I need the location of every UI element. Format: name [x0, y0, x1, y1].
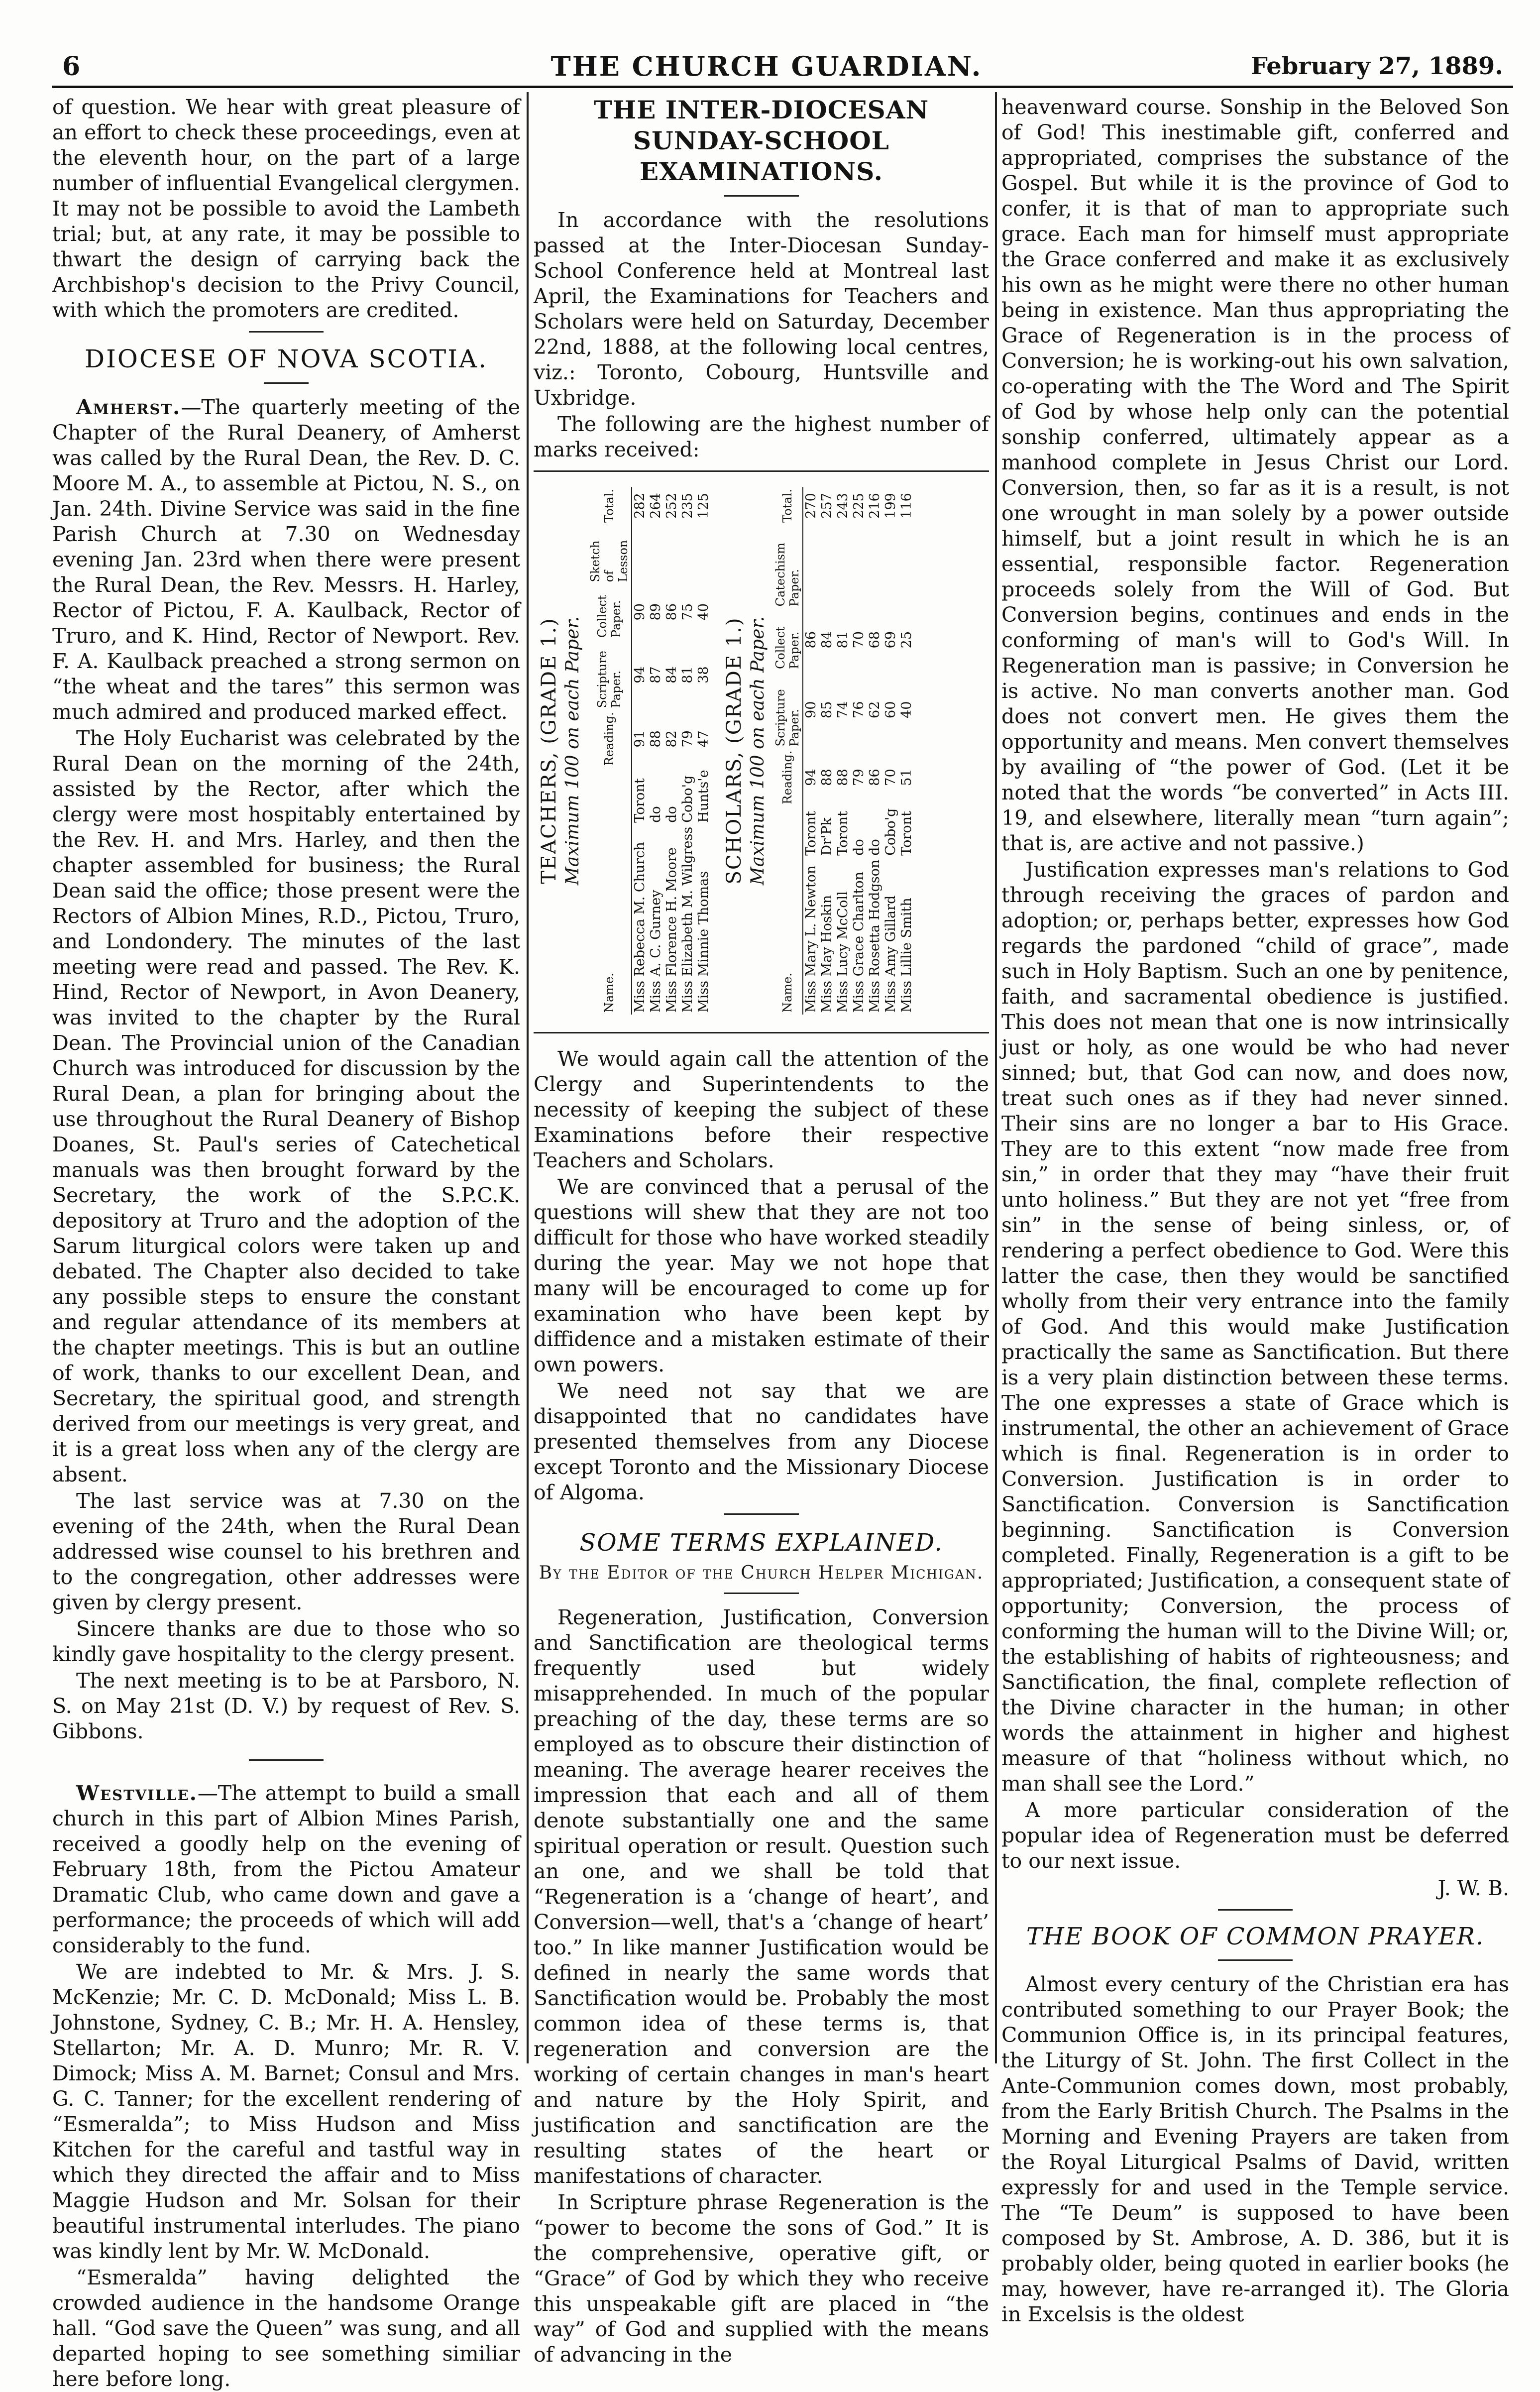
marks-row [883, 487, 899, 1015]
marks-cell-name: Miss Lillie Smith [899, 898, 914, 1013]
column-3 [1001, 95, 1509, 2326]
marks-row [680, 487, 696, 1015]
marks-cell-name: Miss Rebecca M. Church [632, 842, 648, 1013]
marks-cell-r: 88 [819, 769, 835, 786]
marks-cell-c: 40 [696, 603, 711, 621]
marks-row [819, 487, 835, 1015]
marks-cell-r: 91 [632, 730, 648, 748]
marks-cell-c: 70 [851, 631, 867, 649]
marks-cell-k [680, 525, 696, 584]
signature-initials: J. W. B. [1437, 1876, 1509, 1900]
marks-cell-r: 94 [803, 769, 819, 786]
marks-cell-c: 86 [664, 603, 679, 621]
section-rule [1218, 1909, 1293, 1911]
marks-cell-r: 86 [867, 769, 882, 786]
marks-cell-t: 270 [803, 493, 819, 519]
section-rule [724, 1513, 799, 1515]
place-lead: Westville. [76, 1781, 198, 1805]
marks-row [632, 487, 648, 1015]
marks-cell-s: 62 [867, 701, 882, 718]
marks-cell-t: 252 [664, 493, 679, 519]
marks-cell-t: 243 [835, 493, 851, 519]
paragraph: Westville.—The attempt to build a small church in this part of Albion Mines Parish, received a goodly help on the evening of February 18th, from the Pictou Amateur Dramatic Club, who came down and gave a performance; the proceeds of which will add considerably to the fund. [52, 1781, 520, 1957]
page-number: 6 [62, 51, 81, 82]
section-heading-prayer-book: THE BOOK OF COMMON PRAYER. [1026, 1923, 1485, 1950]
marks-cell-s: 87 [648, 666, 663, 683]
marks-cell-t: 125 [696, 493, 711, 519]
paragraph: Almost every century of the Christian era has contributed something to our Prayer Book; the Communion Office is, in its principal features, the Liturgy of St. John. The first Collect in the Ante-Communion comes down, most probably, from the Early British Church. The Psalms in the Morning and Evening Prayers are taken from the Royal Liturgical Psalms of David, written expressly for and used in the Temple service. The “Te Deum” is supposed to have been composed by St. Ambrose, A. D. 386, but it is probably older, being quoted in earlier books (he may, however, have re-arranged it). The Gloria in Excelsis is the oldest [1001, 1972, 1509, 2326]
marks-cell-c: 81 [835, 631, 851, 649]
teachers-subtitle: Maximum 100 on each Paper. [562, 616, 583, 886]
marks-cell-s: 60 [883, 701, 898, 718]
marks-cell-t: 264 [648, 493, 663, 519]
paragraph: Justification expresses man's relations to God through receiving the graces of pardon and adoption; or, perhaps better, expresses how God regards the pardoned “child of grace”, made such in Holy Baptism. Such an one by penitence, faith, and sacramental obedience is justified. This does not mean that one is now intrinsically just or holy, as one would be who had never sinned; but, that God can now, and does now, treat such ones as if they had never sinned. Their sins are no longer a bar to His Grace. They are to this extent “now made free from sin,” in order that they may “have their fruit unto holiness.” But they are not yet “free from sin” in the sense of being sinless, or, of rendering a perfect obedience to God. Were this latter the case, then they would be sanctified wholly from their very entrance into the family of God. And this would make Justification practically the same as Sanctification. But there is a very plain distinction between these terms. The one expresses a state of Grace which is instrumental, the other an achievement of Grace which is final. Regeneration is in order to Conversion. Justification is in order to Sanctification. Conversion is Sanctification beginning. Sanctification is Conversion completed. Finally, Regeneration is a gift to be appropriated; Justification, a consequent state of opportunity; Conversion, the process of conforming the human will to the Divine Will; or, the establishing of habits of righteousness; and Sanctification, the final, complete reflection of the Divine character in the human; in other words the attainment in higher and highest measure of that “holiness without which, no man shall see the Lord.” [1001, 858, 1509, 1796]
paragraph: The following are the highest number of marks received: [534, 412, 989, 461]
marks-cell-t: 257 [819, 493, 835, 519]
marks-cell-place: Cobo'g [680, 775, 695, 823]
byline: By the Editor of the Church Helper Michigan. [539, 1563, 984, 1583]
marks-cell-k [835, 525, 851, 608]
marks-cell-place: Hunts'e [696, 770, 711, 823]
paragraph: The last service was at 7.30 on the evening of the 24th, when the Rural Dean addressed wise counsel to his brethren and to the congregation, other addresses were given by clergy present. [52, 1489, 520, 1614]
marks-cell-place: do [851, 839, 867, 856]
marks-cell-r: 70 [883, 769, 898, 786]
marks-cell-place: do [867, 839, 882, 856]
marks-cell-t: 216 [867, 493, 882, 519]
marks-cell-s: 81 [680, 666, 695, 683]
marks-cell-c: 84 [819, 631, 835, 649]
paragraph: Regeneration, Justification, Conversion and Sanctification are theological terms frequently used but widely misapprehended. In much of the popular preaching of the day, these terms are so employed as to obscure their distinction of meaning. The average hearer receives the impression that each and all of them denote substantially one and the same spiritual operation or result. Question such an one, and we shall be told that “Regeneration is a ‘change of heart’, and Conversion—well, that's a ‘change of heart’ too.” In like manner Justification would be defined in nearly the same words that Sanctification would be. Probably the most common idea of these terms is, that regeneration and conversion are the working of certain changes in man's heart and nature by the Holy Spirit, and justification and sanctification are the resulting states of the heart or manifestations of character. [534, 1605, 989, 2188]
marks-cell-c: 90 [632, 603, 648, 621]
paragraph: A more particular consideration of the popular idea of Regeneration must be deferred to our next issue. [1001, 1798, 1509, 1873]
marks-cell-k [648, 525, 664, 584]
marks-cell-k [851, 525, 867, 608]
marks-cell-k [632, 525, 648, 584]
marks-cell-place: Toront [899, 811, 914, 856]
marks-cell-place: do [664, 806, 679, 823]
marks-cell-t: 225 [851, 493, 867, 519]
marks-cell-r: 47 [696, 730, 711, 748]
marks-row [803, 487, 819, 1015]
marks-cell-s: 90 [803, 701, 819, 718]
teachers-table: Name. Reading. Scripture Paper. Collect Paper. Sketch of Lesson Total. Miss Rebecca M. Church Toront 91 94 90 282 Miss A. C. Gurney do 88 87 89 264 Miss Florence H. Moore do 82 84 86 252 Miss Elizabeth M. Wilgress Cobo'g 79 81 75 235 Miss Minnie Thomas Hunts'e 47 38 40 125 [587, 487, 712, 1015]
marks-cell-s: 84 [664, 666, 679, 683]
column-rule-2 [995, 92, 997, 2063]
marks-cell-name: Miss May Hoskin [819, 895, 835, 1013]
marks-cell-k [899, 525, 915, 608]
paragraph: We need not say that we are disappointed that no candidates have presented themselves from any Diocese except Toronto and the Missionary Diocese of Algoma. [534, 1379, 989, 1504]
marks-cell-place: Toront [632, 778, 648, 823]
marks-cell-k [803, 525, 819, 608]
section-rule [249, 1759, 324, 1761]
marks-cell-name: Miss Mary L. Newton [803, 865, 819, 1013]
marks-cell-place: Dr'Pk [819, 817, 835, 856]
marks-cell-c: 25 [899, 631, 914, 649]
paragraph: Sincere thanks are due to those who so kindly gave hospitality to the clergy present. [52, 1617, 520, 1666]
header-rule [52, 86, 1513, 88]
marks-cell-c: 75 [680, 603, 695, 621]
marks-cell-r: 82 [664, 730, 679, 748]
marks-cell-s: 76 [851, 701, 867, 718]
marks-cell-k [664, 525, 680, 584]
teachers-title: TEACHERS, (GRADE 1.) [538, 617, 560, 884]
marks-cell-s: 94 [632, 666, 648, 683]
marks-row [648, 487, 664, 1015]
marks-cell-c: 89 [648, 603, 663, 621]
marks-cell-name: Miss A. C. Gurney [648, 890, 663, 1013]
paragraph: Amherst.—The quarterly meeting of the Chapter of the Rural Deanery, of Amherst was called by the Rural Dean, the Rev. D. C. Moore M. A., to assemble at Pictou, N. S., on Jan. 24th. Divine Service was said in the fine Parish Church at 7.30 on Wednesday evening Jan. 23rd when there were present the Rural Dean, the Rev. Messrs. H. Harley, Rector of Pictou, F. A. Kaulback, Rector of Truro, and K. Hind, Rector of Newport. Rev. F. A. Kaulback preached a strong sermon on “the wheat and the tares” this sermon was much admired and produced marked effect. [52, 395, 520, 724]
section-heading-sunday-school: THE INTER-DIOCESAN SUNDAY-SCHOOL EXAMINATIONS. [593, 95, 929, 186]
marks-row [696, 487, 712, 1015]
marks-cell-k [867, 525, 883, 608]
marks-cell-place: do [648, 806, 663, 823]
section-rule [724, 1593, 799, 1594]
section-rule [264, 382, 309, 384]
paragraph: In accordance with the resolutions passed at the Inter-Diocesan Sunday-School Conference held at Montreal last April, the Examinations for Teachers and Scholars were held on Saturday, December 22nd, 1888, at the following local centres, viz.: Toronto, Cobourg, Huntsville and Uxbridge. [534, 208, 989, 410]
section-rule [249, 331, 324, 333]
marks-cell-r: 88 [835, 769, 851, 786]
marks-cell-name: Miss Elizabeth M. Wilgress [680, 826, 695, 1013]
marks-cell-r: 51 [899, 769, 914, 786]
marks-cell-r: 79 [851, 769, 867, 786]
marks-cell-t: 282 [632, 493, 648, 519]
marks-cell-name: Miss Florence H. Moore [664, 847, 679, 1013]
marks-cell-name: Miss Grace Charlton [851, 871, 867, 1013]
masthead: THE CHURCH GUARDIAN. [550, 50, 983, 82]
place-lead: Amherst. [76, 395, 181, 419]
marks-cell-t: 235 [680, 493, 695, 519]
scholars-subtitle: Maximum 100 on each Paper. [748, 616, 768, 886]
marks-cell-c: 69 [883, 631, 898, 649]
marks-cell-s: 85 [819, 701, 835, 718]
marks-cell-k [819, 525, 835, 608]
article-continuation: of question. We hear with great pleasure of an effort to check these proceedings, even at the eleventh hour, on the part of a large number of influential Evangelical clergymen. It may not be possible to avoid the Lambeth trial; but, at any rate, it may be possible to thwart the design of carrying back the Archbishop's decision to the Privy Council, with which the promoters are credited. [52, 95, 520, 322]
marks-row [664, 487, 680, 1015]
marks-table-box [534, 470, 989, 1033]
column-1 [52, 95, 520, 2391]
paragraph: “Esmeralda” having delighted the crowded audience in the handsome Orange hall. “God save the Queen” was sung, and all departed hoping to see something similiar here before long. [52, 2266, 520, 2391]
section-heading-terms: SOME TERMS EXPLAINED. [579, 1529, 943, 1557]
marks-row [867, 487, 883, 1015]
marks-cell-name: Miss Lucy McColl [835, 891, 851, 1013]
marks-cell-r: 79 [680, 730, 695, 748]
marks-row [835, 487, 851, 1015]
scholars-table: Name. Reading. Scripture Paper. Collect Paper. Catechism Paper. Total. Miss Mary L. Newton Toront 94 90 86 270 Miss May Hoskin Dr'Pk 88 85 84 257 Miss Lucy McColl Toront 88 74 81 243 Miss Grace Charlton do 79 76 70 225 Miss Rosetta Hodgson do 86 62 68 216 Miss Amy Gillard Cobo'g 70 60 69 199 Miss Lillie Smith Toront 51 40 25 116 [772, 487, 915, 1015]
marks-cell-r: 88 [648, 730, 663, 748]
marks-cell-k [696, 525, 712, 584]
marks-cell-k [883, 525, 899, 608]
marks-cell-t: 199 [883, 493, 898, 519]
paragraph: We are convinced that a perusal of the questions will shew that they are not too difficult for those who have worked steadily during the year. May we not hope that many will be encouraged to come up for examination who have been kept by diffidence and a mistaken estimate of their own powers. [534, 1175, 989, 1376]
section-rule [724, 195, 799, 197]
issue-date: February 27, 1889. [1250, 52, 1503, 80]
paragraph: The next meeting is to be at Parsboro, N. S. on May 21st (D. V.) by request of Rev. S. Gibbons. [52, 1669, 520, 1743]
marks-cell-place: Cobo'g [883, 808, 898, 856]
article-continuation: heavenward course. Sonship in the Beloved Son of God! This inestimable gift, conferred and appropriated, comprises the substance of the Gospel. But while it is the province of God to confer, it is that of man to appropriate such grace. Each man for himself must appropriate the Grace conferred and make it as exclusively his own as he might were there no other human being in existence. Man thus appropriating the Grace of Regeneration is in the process of Conversion; he is working-out his own salvation, co-operating with the The Word and The Spirit of God by whose help only can the potential sonship conferred, ultimately appear as a manhood complete in Jesus Christ our Lord. Conversion, then, so far as it is a result, is not one wrought in man solely by a power outside himself, but a joint result in which he is an essential, responsible factor. Regeneration proceeds solely from the Will of God. But Conversion begins, continues and ends in the conforming of man's will to God's Will. In Regeneration man is passive; in Conversion he is active. No man converts another man. God does not convert men. He gives them the opportunity and means. Men convert themselves by availing of “the power of God. (Let it be noted that the words “be converted” in Acts III. 19, and elsewhere, literally mean “turn again”; that is, are active and not passive.) [1001, 95, 1509, 855]
scholars-title: SCHOLARS, (GRADE 1.) [723, 617, 746, 885]
paragraph: We would again call the attention of the Clergy and Superintendents to the necessity of keeping the subject of these Examinations before their respective Teachers and Scholars. [534, 1047, 989, 1172]
marks-cell-name: Miss Amy Gillard [883, 895, 898, 1013]
paragraph: The Holy Eucharist was celebrated by the Rural Dean on the morning of the 24th, assisted by the Rector, after which the clergy were most hospitably entertained by the Rev. H. and Mrs. Harley, and then the chapter assembled for business; the Rural Dean said the office; those present were the Rectors of Albion Mines, R.D., Pictou, Truro, and Londondery. The minutes of the last meeting were read and passed. The Rev. K. Hind, Rector of Newport, in Avon Deanery, was invited to the chapter by the Rural Dean. The Provincial union of the Canadian Church was introduced for discussion by the Rural Dean, a plan for bringing about the use throughout the Rural Deanery of Bishop Doanes, St. Paul's series of Catechetical manuals was then brought forward by the Secretary, the work of the S.P.C.K. depository at Truro and the adoption of the Sarum liturgical colors were taken up and debated. The Chapter also decided to take any possible steps to ensure the constant and regular attendance of its members at the chapter meetings. This is but an outline of work, thanks to our excellent Dean, and Secretary, the spiritual good, and strength derived from our meetings is very great, and it is a great loss when any of the clergy are absent. [52, 726, 520, 1486]
marks-cell-s: 74 [835, 701, 851, 718]
section-heading-nova-scotia: DIOCESE OF NOVA SCOTIA. [85, 344, 488, 373]
marks-cell-name: Miss Minnie Thomas [696, 871, 711, 1013]
column-rule-1 [527, 92, 529, 2063]
marks-row [851, 487, 867, 1015]
marks-cell-place: Toront [803, 811, 819, 856]
marks-row [899, 487, 915, 1015]
paragraph: We are indebted to Mr. & Mrs. J. S. McKenzie; Mr. C. D. McDonald; Miss L. B. Johnstone, Sydney, C. B.; Mr. H. A. Hensley, Stellarton; Mr. A. D. Munro; Mr. R. V. Dimock; Miss A. M. Barnet; Consul and Mrs. G. C. Tanner; for the excellent rendering of “Esmeralda”; to Miss Hudson and Miss Kitchen for the careful and tastful way in which they directed the affair and to Miss Maggie Hudson and Mr. Solsan for their beautiful instrumental interludes. The piano was kindly lent by Mr. W. McDonald. [52, 1960, 520, 2263]
column-2 [534, 95, 989, 2367]
marks-table-rotated [534, 482, 962, 1020]
marks-cell-place: Toront [835, 811, 851, 856]
marks-cell-s: 38 [696, 666, 711, 683]
marks-cell-s: 40 [899, 701, 914, 718]
section-rule [1218, 1959, 1293, 1961]
page-header [25, 47, 1508, 83]
marks-cell-name: Miss Rosetta Hodgson [867, 859, 882, 1013]
marks-cell-t: 116 [899, 493, 914, 519]
marks-cell-c: 68 [867, 631, 882, 649]
paragraph: In Scripture phrase Regeneration is the “power to become the sons of God.” It is the comprehensive, operative gift, or “Grace” of God by which they who receive this unspeakable gift are placed in “the way” of God and supplied with the means of advancing in the [534, 2190, 989, 2367]
marks-cell-c: 86 [803, 631, 819, 649]
